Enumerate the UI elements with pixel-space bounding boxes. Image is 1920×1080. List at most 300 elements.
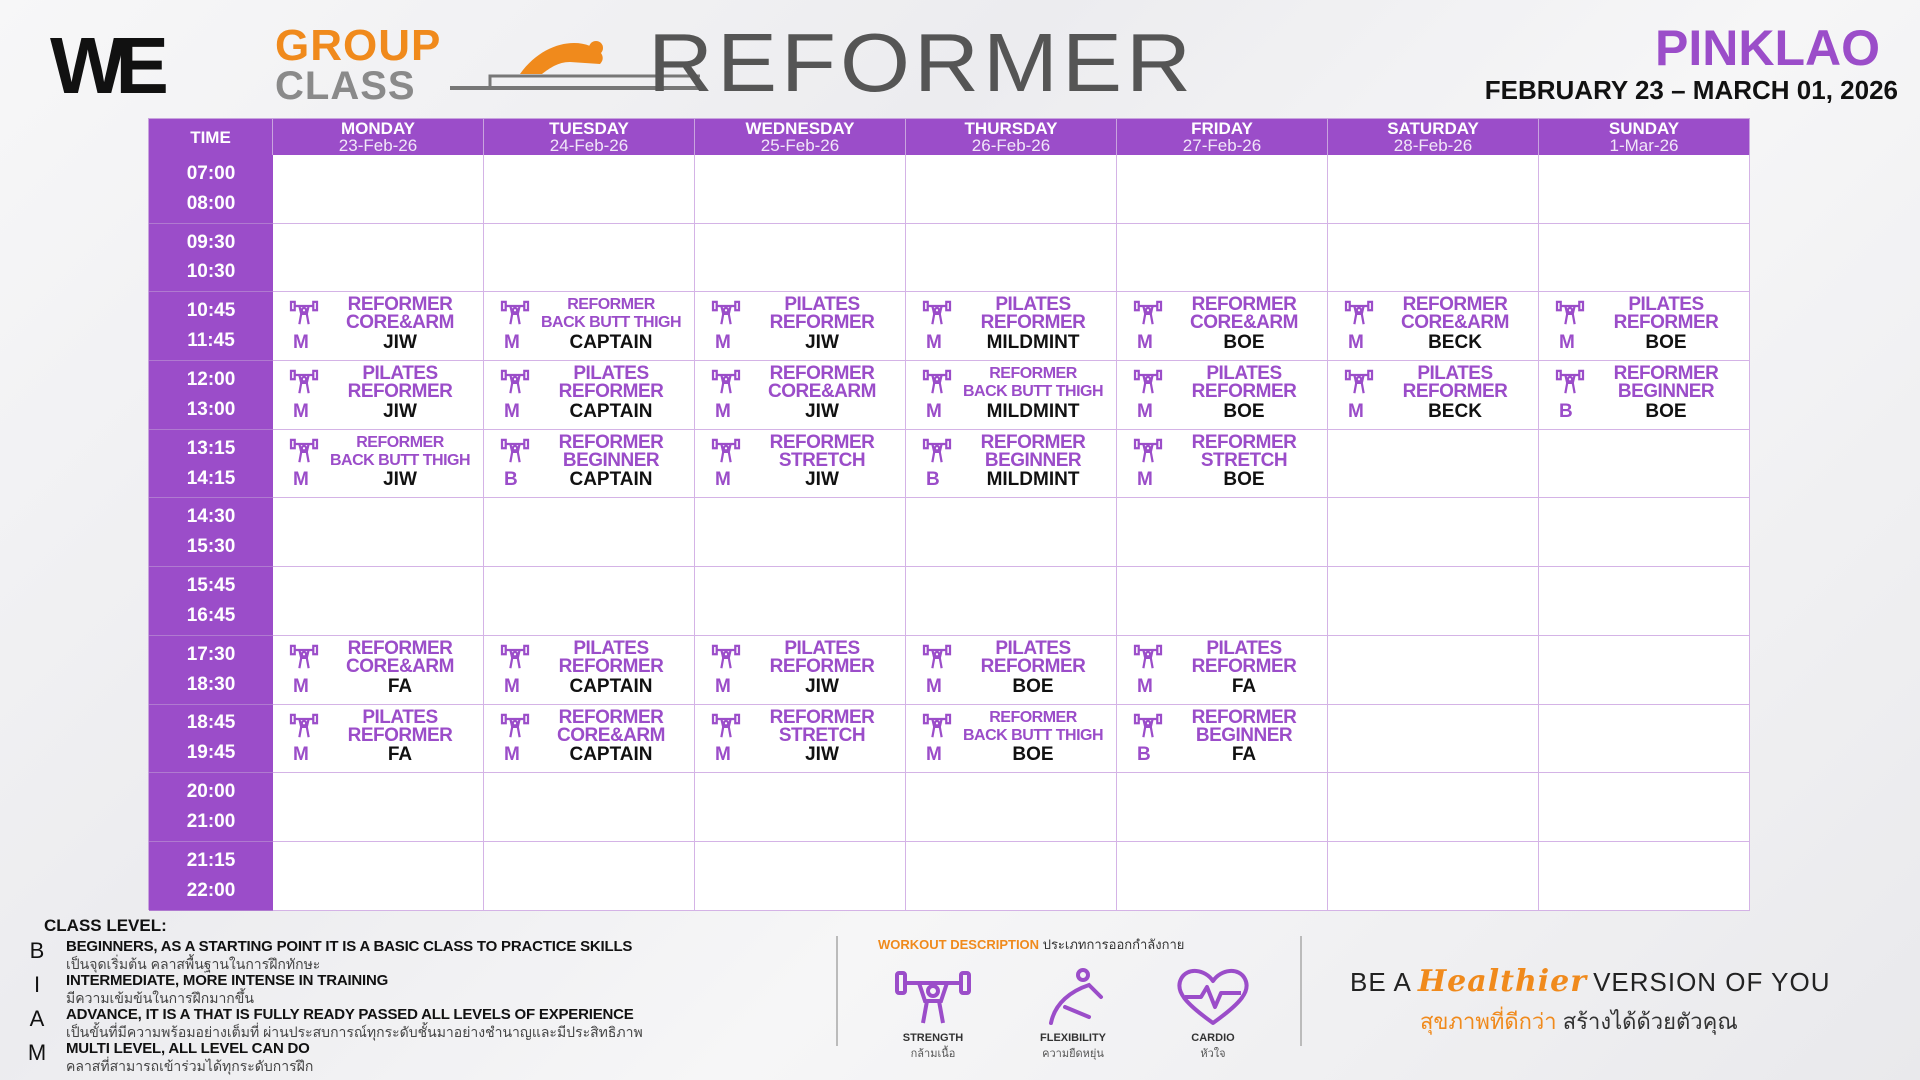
class-name-line2: BEGINNER	[984, 449, 1082, 471]
class-entry	[1117, 636, 1327, 704]
class-name	[741, 637, 903, 677]
class-entry	[695, 361, 905, 429]
we-logo: WE	[50, 21, 159, 110]
class-entry	[273, 361, 483, 429]
empty-cell	[273, 567, 484, 636]
class-name-line2: REFORMER	[1191, 381, 1297, 403]
class-name-line1: REFORMER	[989, 365, 1077, 383]
class-name-line1: PILATES	[573, 637, 649, 659]
class-name-line2: STRETCH	[1200, 449, 1288, 471]
strength-icon	[1555, 369, 1585, 395]
class-cell	[273, 636, 484, 705]
strength-icon	[289, 300, 319, 326]
class-cell	[906, 430, 1117, 499]
class-name	[530, 431, 692, 471]
class-entry	[906, 636, 1116, 704]
day-date: 1-Mar-26	[1609, 136, 1679, 155]
class-entry	[1117, 705, 1327, 773]
class-name	[530, 637, 692, 677]
empty-cell	[1539, 842, 1750, 911]
empty-cell	[273, 498, 484, 567]
time-slot	[149, 567, 273, 636]
workout-title-en: WORKOUT DESCRIPTION	[878, 937, 1040, 952]
branch-name: PINKLAO	[1655, 20, 1880, 76]
cardio-label: CARDIO	[1191, 1032, 1235, 1044]
time-slot	[149, 224, 273, 293]
class-name-line1: PILATES	[1628, 294, 1704, 316]
class-name-line2: BACK BUTT THIGH	[540, 314, 682, 332]
time-slot	[149, 636, 273, 705]
class-name	[741, 296, 903, 332]
strength-icon	[922, 300, 952, 326]
legend-row	[30, 970, 810, 1004]
brand-logo	[50, 17, 1310, 110]
empty-cell	[484, 567, 695, 636]
class-name-line1: PILATES	[1206, 363, 1282, 385]
empty-cell	[906, 567, 1117, 636]
class-name-line1: PILATES	[362, 706, 438, 728]
class-level: M	[504, 744, 520, 766]
empty-cell	[1328, 430, 1539, 499]
class-entry	[1539, 292, 1749, 360]
strength-icon	[500, 438, 530, 464]
class-name-line2: CORE&ARM	[1190, 312, 1298, 334]
class-level: M	[715, 675, 731, 697]
time-slot	[149, 430, 273, 499]
time-end: 15:30	[186, 536, 236, 558]
day-date: 24-Feb-26	[549, 136, 629, 155]
instructor-name: MILDMINT	[986, 332, 1080, 354]
date-range: FEBRUARY 23 – MARCH 01, 2026	[1484, 75, 1898, 105]
strength-icon	[1133, 644, 1163, 670]
class-level: M	[926, 675, 942, 697]
flexibility-item	[1018, 967, 1128, 1062]
class-name-line2: REFORMER	[347, 724, 453, 746]
tagline-pre: BE A	[1350, 967, 1412, 997]
instructor-name: CAPTAIN	[569, 744, 653, 766]
class-name	[1163, 706, 1325, 746]
logo-group-text: GROUP	[275, 21, 442, 70]
day-date: 23-Feb-26	[338, 136, 418, 155]
class-name	[1374, 365, 1536, 401]
class-name-line2: REFORMER	[1191, 655, 1297, 677]
flexibility-label-th: ความยืดหยุ่น	[1042, 1048, 1104, 1060]
tagline-thai-rest: สร้างได้ด้วยตัวคุณ	[1562, 1009, 1738, 1034]
strength-icon	[500, 369, 530, 395]
tagline	[1350, 964, 1831, 999]
time-end: 19:45	[186, 742, 236, 764]
class-name	[530, 365, 692, 401]
instructor-name: JIW	[805, 400, 839, 422]
class-level: M	[293, 400, 309, 422]
cardio-label-th: หัวใจ	[1200, 1048, 1226, 1060]
legend-description-thai: เป็นจุดเริ่มต้น คลาสพื้นฐานในการฝึกทักษะ	[66, 956, 321, 972]
class-entry	[1117, 292, 1327, 360]
class-cell	[695, 361, 906, 430]
tagline-post: VERSION OF YOU	[1593, 967, 1831, 997]
empty-cell	[484, 224, 695, 293]
class-name-line1: PILATES	[1417, 363, 1493, 385]
class-name-line2: CORE&ARM	[557, 724, 665, 746]
instructor-name: JIW	[383, 469, 417, 491]
empty-cell	[273, 155, 484, 224]
instructor-name: BECK	[1428, 332, 1482, 354]
flexibility-icon	[1031, 967, 1115, 1027]
empty-cell	[906, 498, 1117, 567]
class-entry	[484, 361, 694, 429]
tagline-highlight: Healthier	[1417, 964, 1588, 999]
class-entry	[1117, 361, 1327, 429]
day-name: MONDAY	[341, 119, 415, 138]
legend-description: INTERMEDIATE, MORE INTENSE IN TRAINING	[66, 972, 389, 989]
class-name	[1585, 365, 1747, 401]
class-cell	[906, 292, 1117, 361]
empty-cell	[1328, 224, 1539, 293]
instructor-name: CAPTAIN	[569, 469, 653, 491]
class-entry	[695, 292, 905, 360]
instructor-name: BOE	[1012, 675, 1054, 697]
workout-title-th: ประเภทการออกกำลังกาย	[1042, 937, 1185, 952]
day-date: 25-Feb-26	[760, 136, 840, 155]
time-start: 14:30	[186, 506, 236, 528]
class-cell	[273, 705, 484, 774]
schedule-grid	[148, 118, 1750, 910]
strength-icon	[289, 713, 319, 739]
class-level: M	[715, 744, 731, 766]
empty-cell	[273, 842, 484, 911]
day-name: SUNDAY	[1608, 119, 1680, 138]
time-slot	[149, 361, 273, 430]
legend-row	[27, 1038, 810, 1074]
time-start: 20:00	[186, 781, 236, 803]
flexibility-label: FLEXIBILITY	[1040, 1032, 1106, 1044]
instructor-name: JIW	[805, 744, 839, 766]
class-name-line1: PILATES	[995, 637, 1071, 659]
day-name: FRIDAY	[1191, 119, 1253, 138]
legend-description: MULTI LEVEL, ALL LEVEL CAN DO	[66, 1040, 310, 1057]
strength-icon	[500, 300, 530, 326]
class-name-line1: REFORMER	[980, 431, 1086, 453]
class-name-line1: PILATES	[362, 363, 438, 385]
instructor-name: MILDMINT	[986, 400, 1080, 422]
workout-title	[878, 934, 1298, 955]
workout-description	[878, 934, 1298, 1062]
time-end: 10:30	[186, 261, 236, 283]
class-cell	[695, 292, 906, 361]
strength-icon	[711, 713, 741, 739]
empty-cell	[484, 155, 695, 224]
class-name	[1163, 637, 1325, 677]
instructor-name: CAPTAIN	[569, 400, 653, 422]
class-cell	[1117, 705, 1328, 774]
empty-cell	[1328, 155, 1539, 224]
strength-icon	[711, 438, 741, 464]
strength-icon	[922, 713, 952, 739]
day-header-thursday	[906, 119, 1117, 155]
class-cell	[906, 361, 1117, 430]
tagline-thai	[1420, 1004, 1738, 1039]
class-level: M	[293, 469, 309, 491]
time-slot	[149, 155, 273, 224]
tagline-thai-highlight: สุขภาพที่ดีกว่า	[1420, 1009, 1557, 1034]
class-name-line1: REFORMER	[1191, 431, 1297, 453]
empty-cell	[906, 155, 1117, 224]
class-name-line2: REFORMER	[980, 655, 1086, 677]
time-end: 14:15	[186, 467, 236, 489]
class-level: M	[926, 332, 942, 354]
class-name	[741, 365, 903, 401]
class-name	[952, 709, 1114, 745]
time-start: 09:30	[186, 231, 236, 253]
empty-cell	[695, 155, 906, 224]
empty-cell	[1117, 567, 1328, 636]
class-cell	[273, 361, 484, 430]
empty-cell	[1328, 705, 1539, 774]
class-entry	[273, 430, 483, 498]
class-level: B	[926, 469, 940, 491]
class-name	[952, 431, 1114, 471]
time-end: 08:00	[186, 192, 236, 214]
day-date: 27-Feb-26	[1182, 136, 1262, 155]
legend-description-thai: คลาสที่สามารถเข้าร่วมได้ทุกระดับการฝึก	[66, 1058, 314, 1074]
class-entry	[484, 636, 694, 704]
empty-cell	[484, 773, 695, 842]
strength-icon	[1133, 369, 1163, 395]
instructor-name: JIW	[383, 332, 417, 354]
time-start: 15:45	[186, 575, 236, 597]
class-name-line1: REFORMER	[1191, 706, 1297, 728]
class-cell	[484, 361, 695, 430]
class-name	[319, 706, 481, 746]
strength-icon	[922, 644, 952, 670]
empty-cell	[273, 773, 484, 842]
strength-icon	[711, 369, 741, 395]
class-entry	[906, 361, 1116, 429]
instructor-name: CAPTAIN	[569, 332, 653, 354]
empty-cell	[695, 567, 906, 636]
class-name-line1: REFORMER	[567, 296, 655, 314]
empty-cell	[484, 498, 695, 567]
class-name-line1: REFORMER	[1191, 294, 1297, 316]
class-level: M	[504, 675, 520, 697]
class-level: M	[926, 400, 942, 422]
legend-letter: B	[29, 938, 45, 963]
cardio-icon	[1171, 967, 1255, 1027]
time-start: 18:45	[186, 712, 236, 734]
empty-cell	[906, 842, 1117, 911]
class-cell	[1117, 430, 1328, 499]
class-level: M	[1348, 400, 1364, 422]
time-slot	[149, 292, 273, 361]
empty-cell	[1539, 567, 1750, 636]
class-cell	[1539, 361, 1750, 430]
class-name-line1: PILATES	[1206, 637, 1282, 659]
time-start: 12:00	[186, 368, 236, 390]
class-name-line2: BACK BUTT THIGH	[962, 726, 1104, 744]
class-cell	[484, 636, 695, 705]
legend-description: ADVANCE, IT IS A THAT IS FULLY READY PASSED ALL LEVELS OF EXPERIENCE	[66, 1006, 634, 1023]
class-cell	[484, 705, 695, 774]
class-name	[1585, 296, 1747, 332]
strength-label-th: กล้ามเนื้อ	[910, 1048, 956, 1060]
instructor-name: BOE	[1645, 400, 1687, 422]
class-name-line1: REFORMER	[558, 431, 664, 453]
empty-cell	[484, 842, 695, 911]
legend-letter: I	[33, 972, 41, 997]
class-level: M	[1137, 675, 1153, 697]
time-header: TIME	[149, 119, 273, 155]
class-cell	[695, 636, 906, 705]
time-start: 13:15	[186, 437, 236, 459]
class-cell	[906, 636, 1117, 705]
class-name-line1: PILATES	[784, 294, 860, 316]
strength-icon	[1133, 438, 1163, 464]
class-entry	[273, 705, 483, 773]
class-level: B	[504, 469, 518, 491]
time-start: 17:30	[186, 643, 236, 665]
class-entry	[484, 430, 694, 498]
legend-row	[30, 1004, 810, 1038]
class-name-line2: STRETCH	[778, 724, 866, 746]
class-name	[1374, 296, 1536, 332]
time-start: 10:45	[186, 300, 236, 322]
class-cell	[695, 705, 906, 774]
empty-cell	[1117, 498, 1328, 567]
instructor-name: FA	[387, 744, 413, 766]
class-cell	[484, 292, 695, 361]
strength-icon	[1344, 300, 1374, 326]
time-slot	[149, 705, 273, 774]
class-name-line1: REFORMER	[769, 363, 875, 385]
cardio-item	[1158, 967, 1268, 1062]
class-name-line2: REFORMER	[347, 381, 453, 403]
class-entry	[1328, 292, 1538, 360]
instructor-name: BOE	[1223, 332, 1265, 354]
class-cell	[1328, 361, 1539, 430]
empty-cell	[1539, 430, 1750, 499]
time-slot	[149, 498, 273, 567]
instructor-name: FA	[387, 675, 413, 697]
class-level: M	[1348, 332, 1364, 354]
class-name-line2: BACK BUTT THIGH	[962, 383, 1104, 401]
class-cell	[484, 430, 695, 499]
instructor-name: JIW	[383, 400, 417, 422]
time-end: 22:00	[186, 879, 236, 901]
instructor-name: BOE	[1012, 744, 1054, 766]
class-level: M	[293, 675, 309, 697]
time-start: 07:00	[186, 162, 236, 184]
class-name-line2: STRETCH	[778, 449, 866, 471]
class-name-line2: BEGINNER	[1195, 724, 1293, 746]
instructor-name: BOE	[1645, 332, 1687, 354]
class-name-line2: REFORMER	[980, 312, 1086, 334]
class-name	[1163, 296, 1325, 332]
class-name-line2: REFORMER	[558, 655, 664, 677]
strength-icon	[289, 369, 319, 395]
legend-description-thai: มีความเข้มข้นในการฝึกมากขึ้น	[66, 990, 254, 1006]
class-name-line2: REFORMER	[1402, 381, 1508, 403]
empty-cell	[1328, 842, 1539, 911]
class-level: B	[1559, 400, 1573, 422]
class-level: M	[293, 744, 309, 766]
class-name-line2: CORE&ARM	[768, 381, 876, 403]
empty-cell	[1539, 224, 1750, 293]
day-header-wednesday	[695, 119, 906, 155]
class-level: M	[293, 332, 309, 354]
empty-cell	[1539, 498, 1750, 567]
time-end: 11:45	[187, 330, 235, 352]
empty-cell	[1328, 636, 1539, 705]
strength-label: STRENGTH	[902, 1032, 964, 1044]
class-name	[1163, 365, 1325, 401]
class-name	[952, 296, 1114, 332]
class-entry	[273, 292, 483, 360]
class-name	[319, 296, 481, 332]
strength-icon	[922, 369, 952, 395]
instructor-name: BOE	[1223, 469, 1265, 491]
empty-cell	[1328, 567, 1539, 636]
class-entry	[1328, 361, 1538, 429]
class-name	[741, 431, 903, 471]
class-name-line1: PILATES	[784, 637, 860, 659]
legend-letter: A	[29, 1006, 45, 1031]
class-name-line1: REFORMER	[347, 637, 453, 659]
strength-icon	[500, 713, 530, 739]
empty-cell	[695, 498, 906, 567]
class-name-line1: PILATES	[995, 294, 1071, 316]
strength-icon	[500, 644, 530, 670]
instructor-name: BECK	[1428, 400, 1482, 422]
class-name-line2: REFORMER	[1613, 312, 1719, 334]
empty-cell	[906, 773, 1117, 842]
class-level: M	[1559, 332, 1575, 354]
strength-icon	[1555, 300, 1585, 326]
class-name-line2: CORE&ARM	[346, 655, 454, 677]
class-entry	[1117, 430, 1327, 498]
empty-cell	[1117, 155, 1328, 224]
instructor-name: FA	[1231, 675, 1257, 697]
class-level: M	[504, 400, 520, 422]
day-header-saturday	[1328, 119, 1539, 155]
day-header-monday	[273, 119, 484, 155]
day-date: 28-Feb-26	[1393, 136, 1473, 155]
class-name	[952, 365, 1114, 401]
day-header-sunday	[1539, 119, 1750, 155]
empty-cell	[906, 224, 1117, 293]
divider	[1300, 936, 1302, 1046]
class-name-line1: REFORMER	[356, 433, 444, 451]
time-end: 21:00	[186, 810, 236, 832]
empty-cell	[695, 224, 906, 293]
class-name	[530, 706, 692, 746]
empty-cell	[1117, 773, 1328, 842]
time-end: 16:45	[186, 604, 236, 626]
class-name-line1: PILATES	[573, 363, 649, 385]
class-level-legend	[27, 916, 810, 1074]
empty-cell	[1117, 224, 1328, 293]
empty-cell	[695, 773, 906, 842]
time-start: 21:15	[186, 849, 236, 871]
class-name	[952, 637, 1114, 677]
class-name-line1: REFORMER	[347, 294, 453, 316]
class-cell	[1117, 361, 1328, 430]
strength-icon	[922, 438, 952, 464]
legend-row	[30, 936, 810, 970]
logo-class-text: CLASS	[275, 64, 416, 108]
logo-reformer-text: REFORMER	[648, 17, 1195, 110]
class-level: M	[926, 744, 942, 766]
class-name	[319, 365, 481, 401]
